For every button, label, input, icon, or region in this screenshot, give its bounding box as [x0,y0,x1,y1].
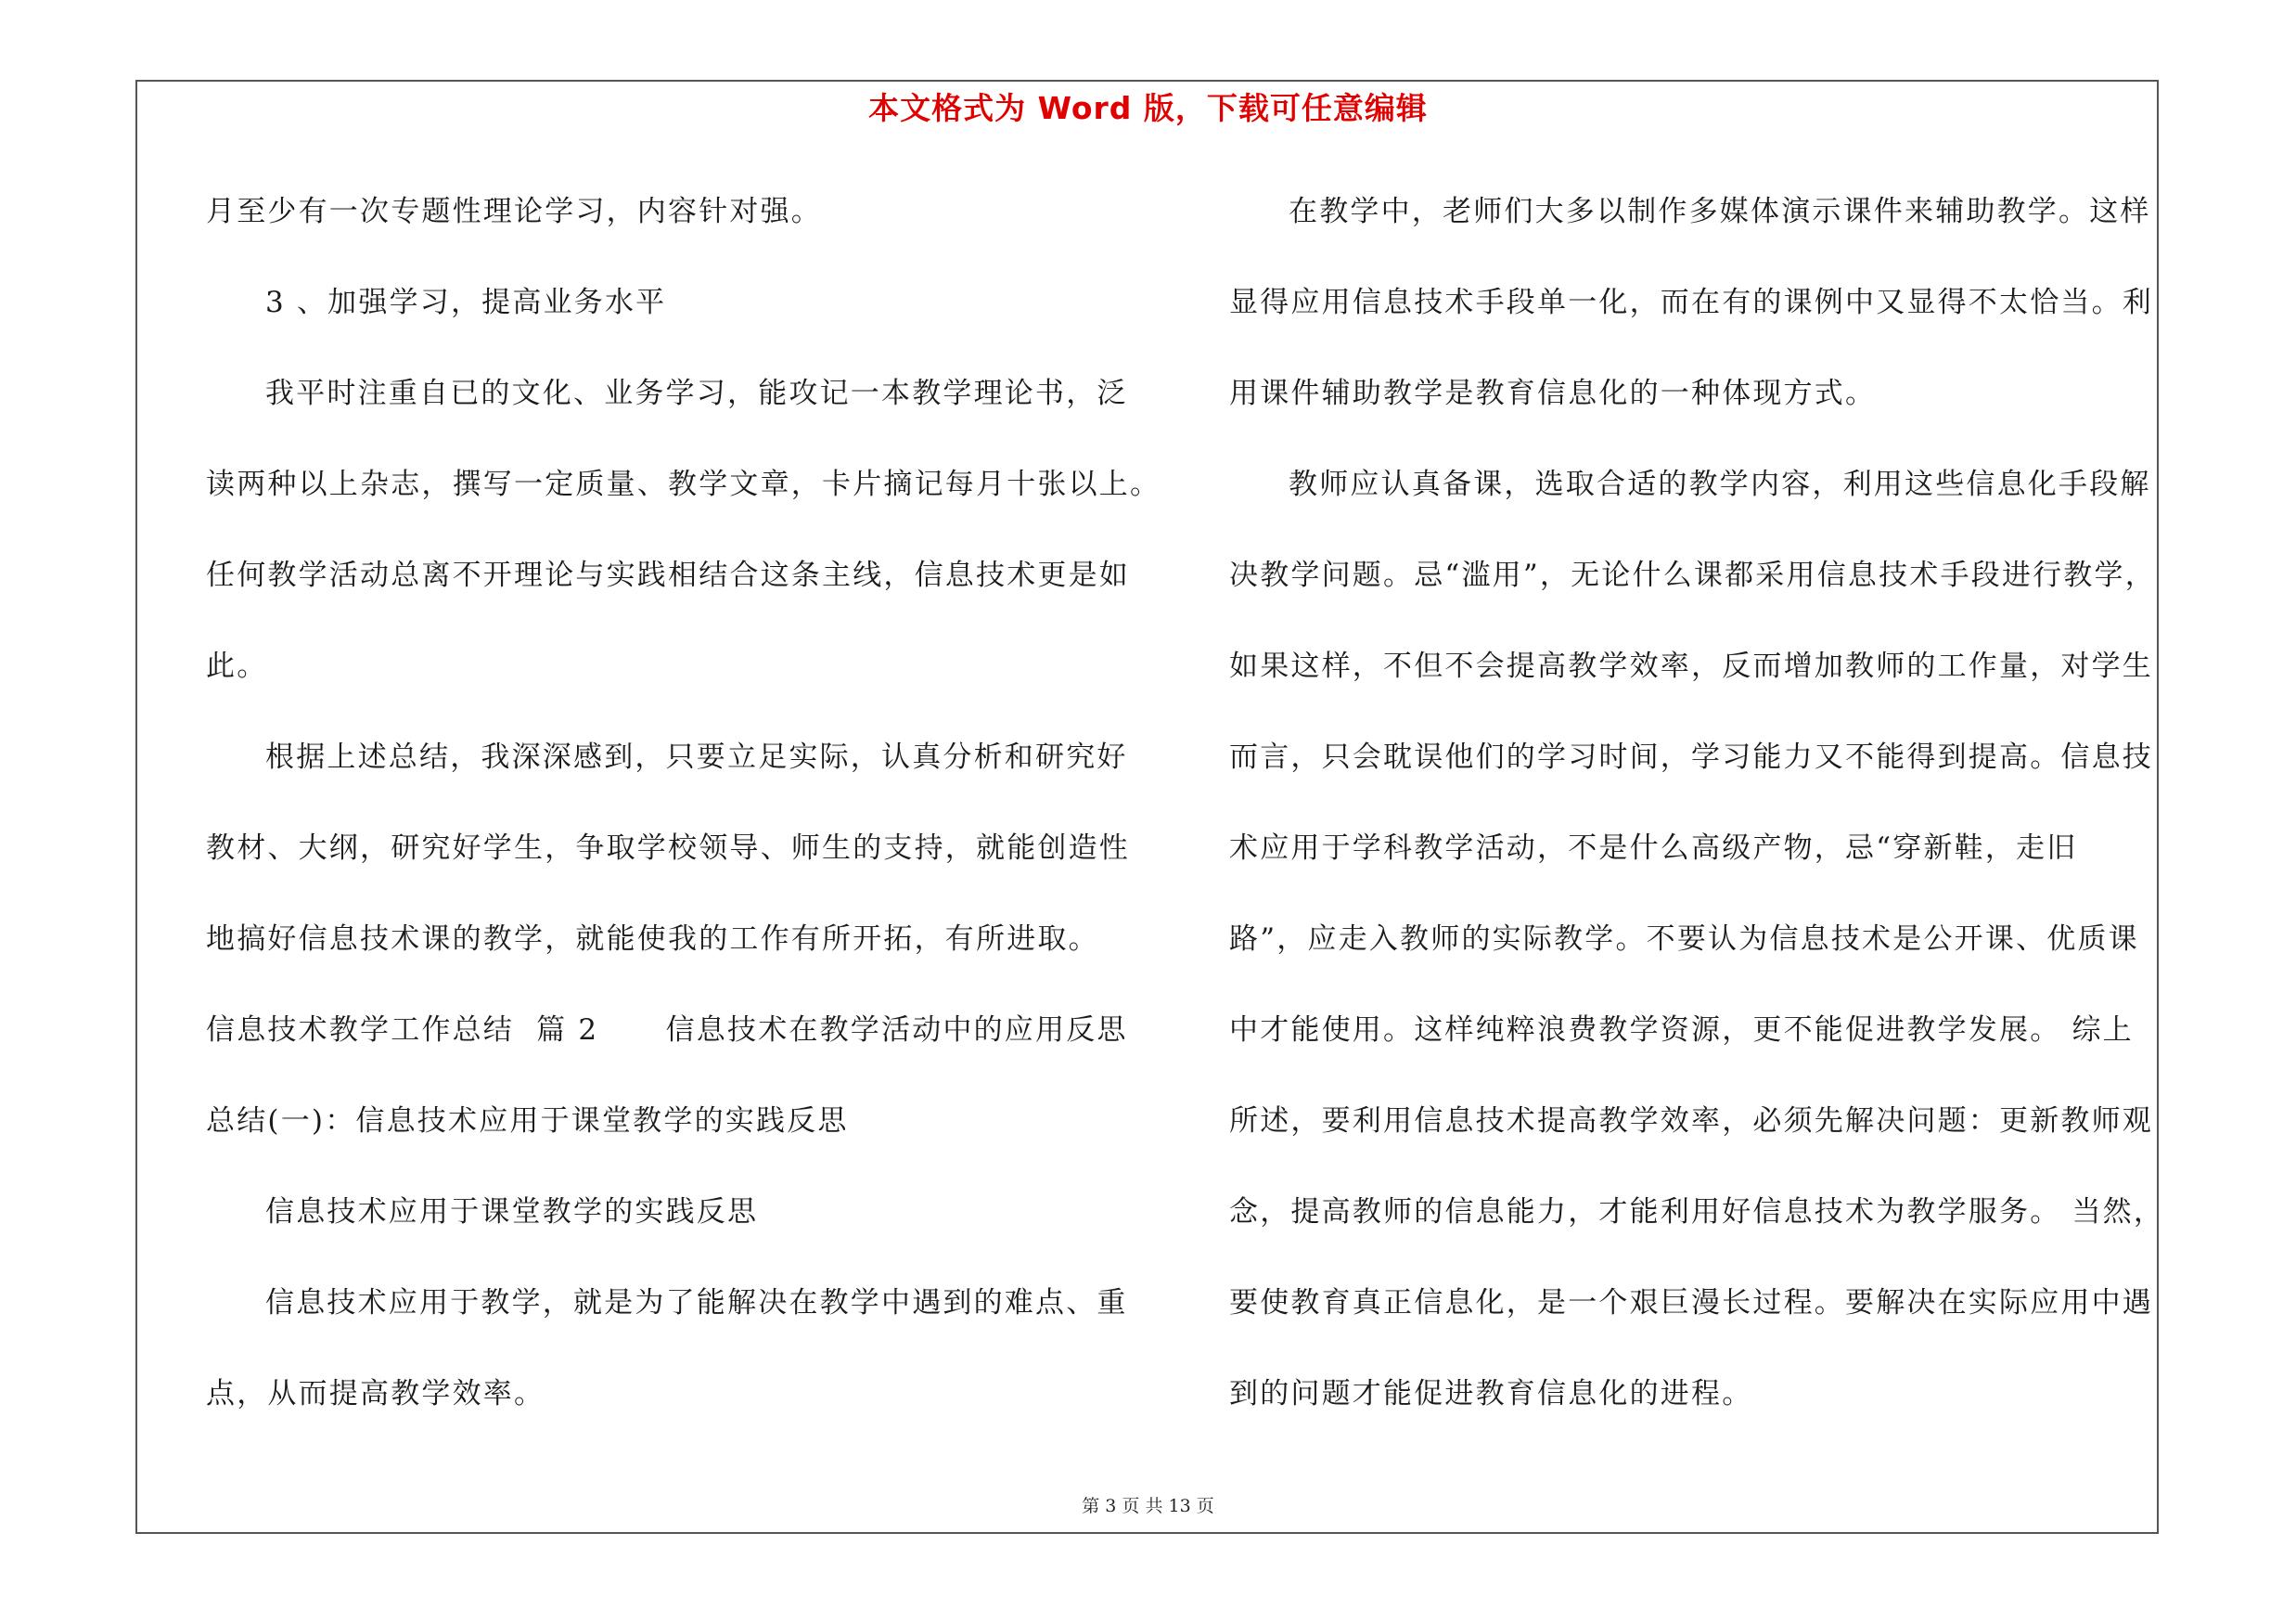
text-line: 此。 [206,650,268,683]
text-line: 术应用于学科教学活动，不是什么高级产物，忌“穿新鞋，走旧 [1229,831,2078,865]
text-line: 到的问题才能促进教育信息化的进程。 [1229,1377,1753,1410]
text-line: 如果这样，不但不会提高教学效率，反而增加教师的工作量，对学生 [1229,650,2153,683]
text-line: 要使教育真正信息化，是一个艰巨漫长过程。要解决在实际应用中遇 [1229,1286,2153,1320]
right-text-column [1229,184,2165,1457]
text-line: 在教学中，老师们大多以制作多媒体演示课件来辅助教学。这样 [1289,195,2151,228]
text-line: 读两种以上杂志，撰写一定质量、教学文章，卡片摘记每月十张以上。 [206,468,1161,501]
text-line: 教材、大纲，研究好学生，争取学校领导、师生的支持，就能创造性 [206,831,1130,865]
format-banner: 本文格式为 Word 版，下载可任意编辑 [868,90,1428,126]
text-line: 教师应认真备课，选取合适的教学内容，利用这些信息化手段解 [1289,468,2151,501]
text-line: 而言，只会耽误他们的学习时间，学习能力又不能得到提高。信息技 [1229,741,2153,774]
text-line: 路”，应走入教师的实际教学。不要认为信息技术是公开课、优质课 [1229,922,2139,956]
text-line: 所述，要利用信息技术提高教学效率，必须先解决问题：更新教师观 [1229,1104,2153,1138]
section-heading: 3 、加强学习，提高业务水平 [265,286,667,319]
text-line: 地搞好信息技术课的教学，就能使我的工作有所开拓，有所进取。 [206,922,1099,956]
left-text-column [206,184,1161,1457]
text-line: 任何教学活动总离不开理论与实践相结合这条主线，信息技术更是如 [206,559,1130,592]
text-line: 念，提高教师的信息能力，才能利用好信息技术为教学服务。 当然， [1229,1195,2165,1229]
text-line: 显得应用信息技术手段单一化，而在有的课例中又显得不太恰当。利 [1229,286,2153,319]
article-title-line: 总结(一)：信息技术应用于课堂教学的实践反思 [206,1104,849,1138]
text-line: 用课件辅助教学是教育信息化的一种体现方式。 [1229,377,1877,410]
section-heading: 信息技术应用于课堂教学的实践反思 [265,1195,759,1229]
text-line: 根据上述总结，我深深感到，只要立足实际，认真分析和研究好 [265,741,1128,774]
article-title-line: 信息技术教学工作总结 篇 2 信息技术在教学活动中的应用反思 [206,1013,1128,1047]
text-line: 决教学问题。忌“滥用”，无论什么课都采用信息技术手段进行教学， [1229,559,2156,592]
page-number: 第 3 页 共 13 页 [1082,1496,1214,1516]
text-line: 点，从而提高教学效率。 [206,1377,545,1410]
text-line: 月至少有一次专题性理论学习，内容针对强。 [206,195,822,228]
text-line: 我平时注重自已的文化、业务学习，能攻记一本教学理论书，泛 [265,377,1128,410]
text-line: 信息技术应用于教学，就是为了能解决在教学中遇到的难点、重 [265,1286,1128,1320]
text-line: 中才能使用。这样纯粹浪费教学资源，更不能促进教学发展。 综上 [1229,1013,2134,1047]
